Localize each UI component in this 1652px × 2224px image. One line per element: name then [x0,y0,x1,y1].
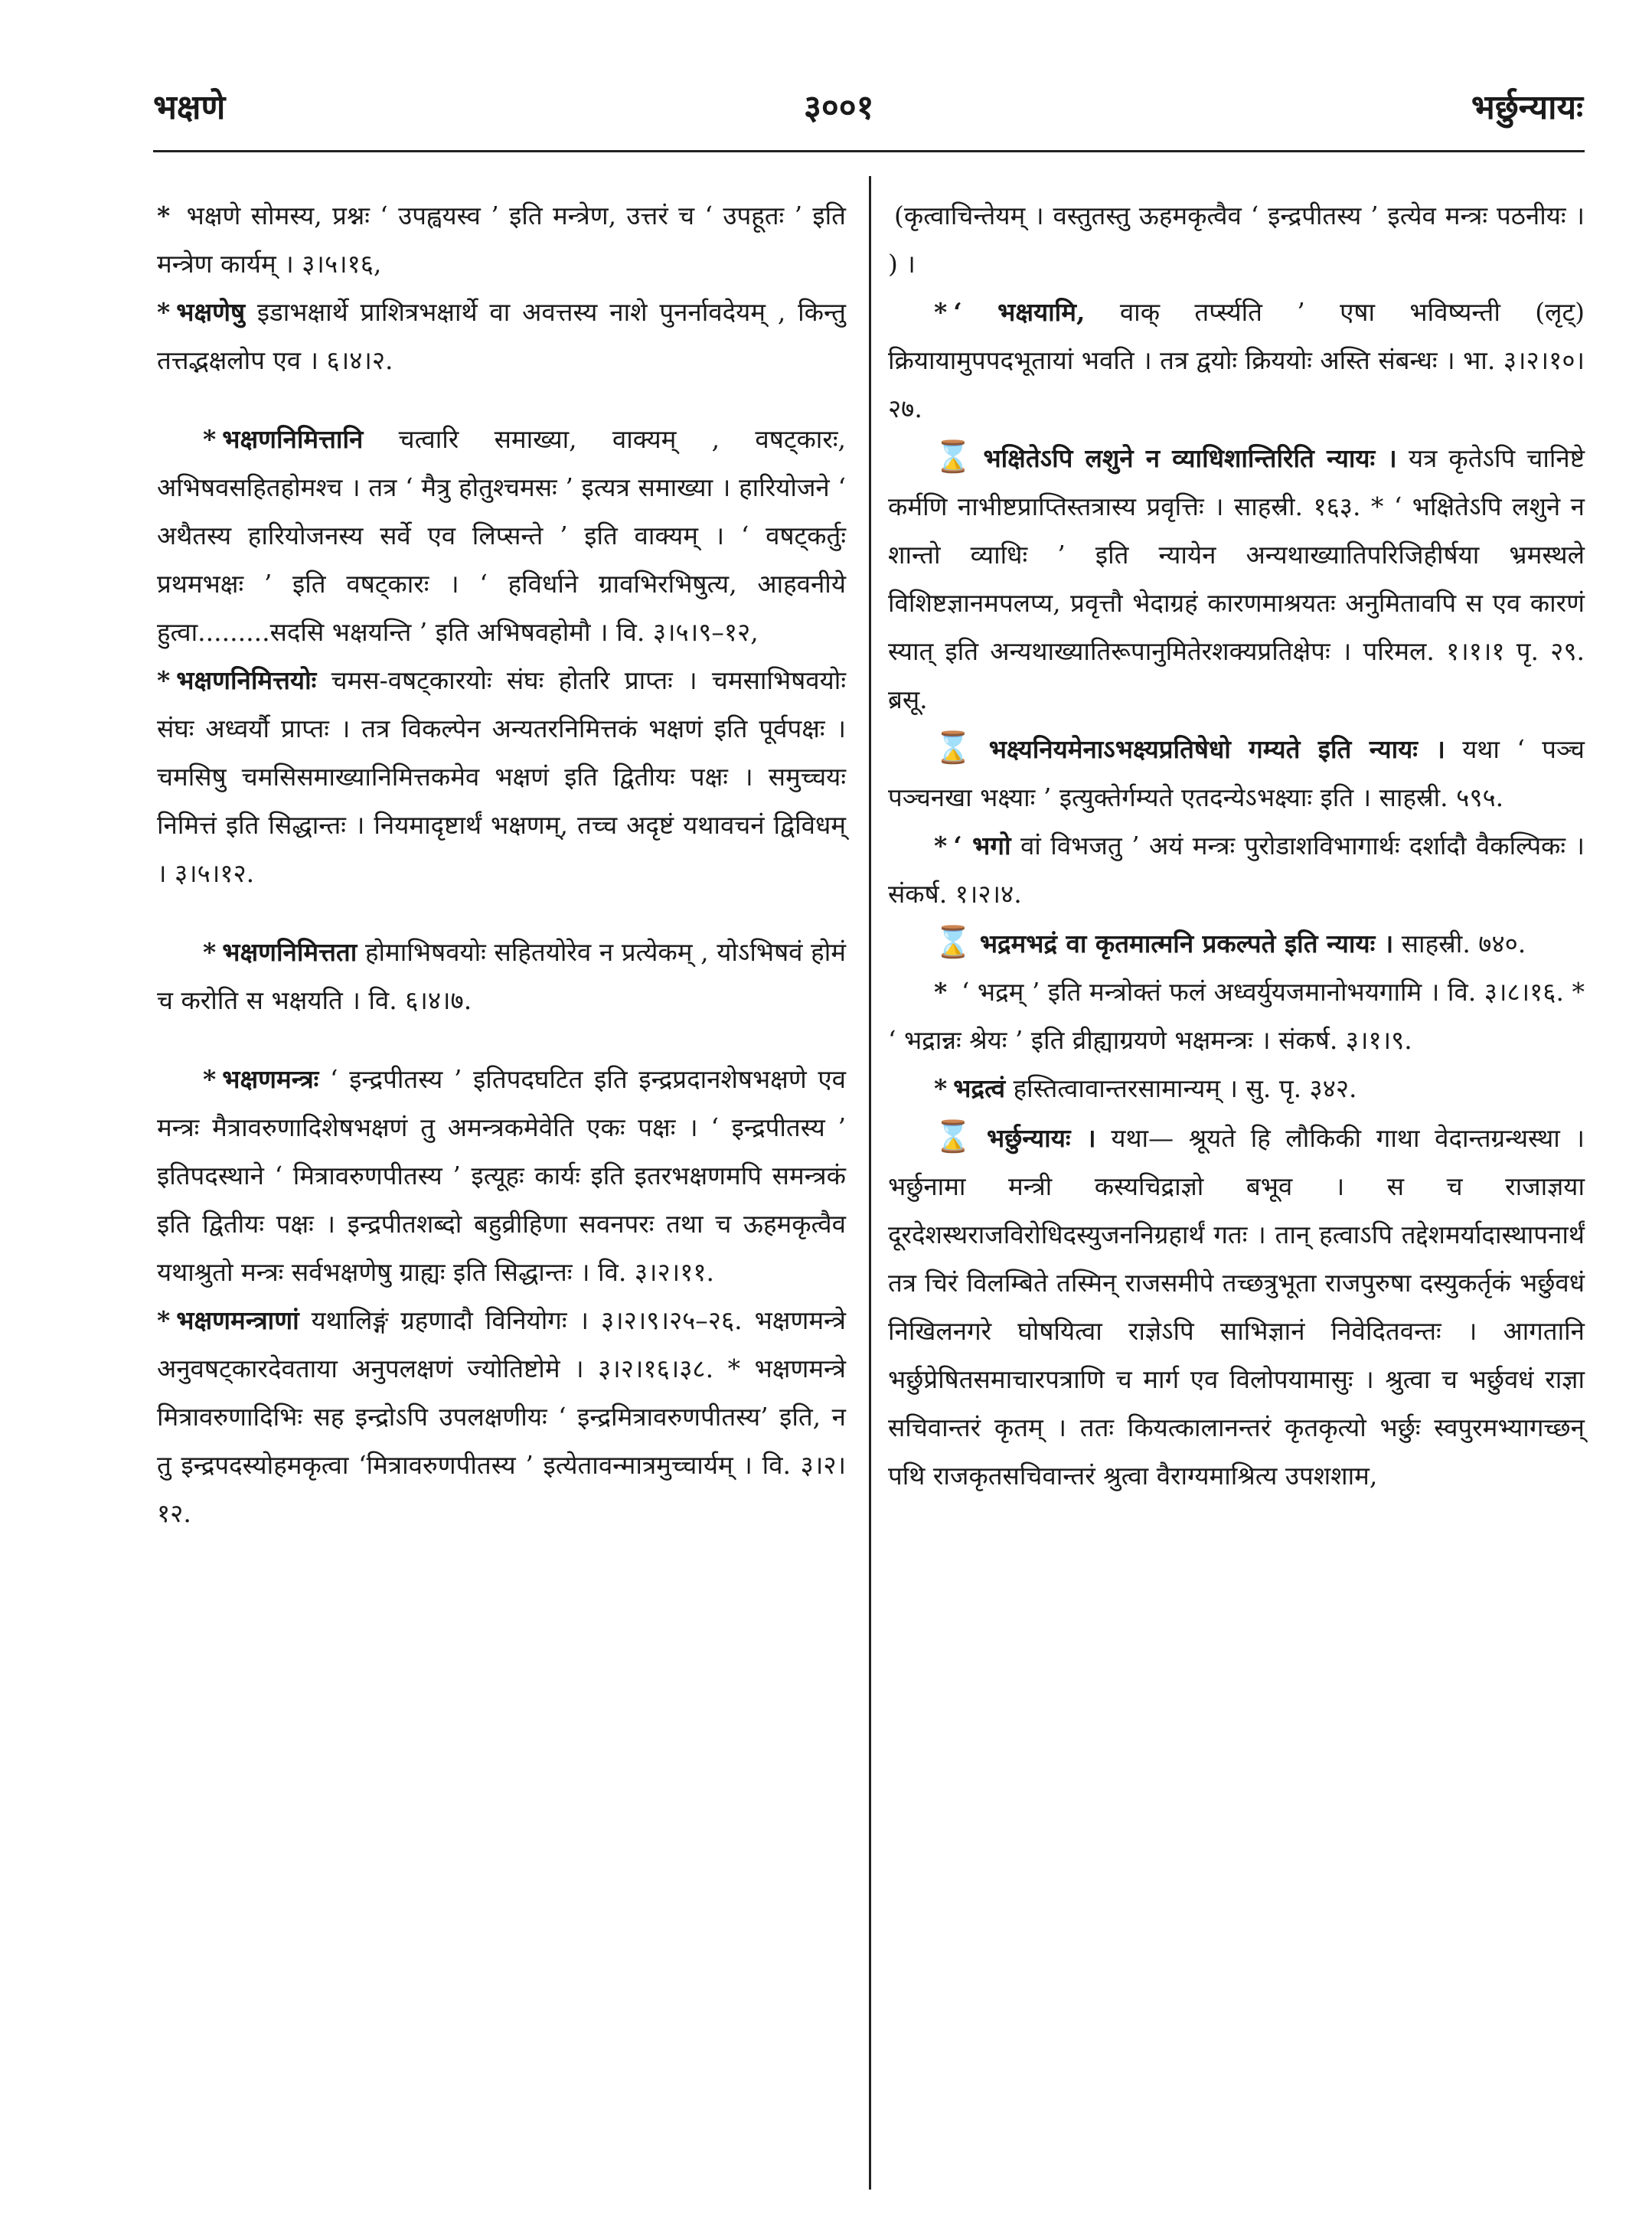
entry-term: ‘ भक्षयामि, [953,297,1086,327]
entry-marker: * [157,201,171,230]
entry-marker: * [203,937,217,967]
entry-text: वाक् तर्प्स्यति ’ एषा भविष्यन्ती (लृट्) क्रियायामुपपदभूतायां भवति । तत्र द्वयोः क्रिययोः अस्ति संबन्धः । भा. ३।२।१०।२७. [888,297,1585,423]
entry-text: चमस-वषट्कारयोः संघः होतरि प्राप्तः । चमसाभिषवयोः संघः अध्वर्यौ प्राप्तः । तत्र विकल्पेन अन्यतरनिमित्तकं भक्षणं इति पूर्वपक्षः । चमसिषु चमसिसमाख्यानिमित्तकमेव भक्षणं इति द्वितीयः पक्षः । समुच्चयः निमित्तं इति सिद्धान्तः । नियमादृष्टार्थं भक्षणम्, तच्च अदृष्टं यथावचनं द्विविधम् । ३।५।१२. [157,665,846,888]
entry [888,723,1585,821]
header-right-keyword: भर्छुन्यायः [1471,88,1583,127]
entry-marker: * [934,831,948,861]
entry [888,288,1585,433]
entry [157,191,846,288]
entry-term: भक्ष्यनियमेनाऽभक्ष्यप्रतिषेधो गम्यते इति न्यायः । [988,734,1445,764]
hourglass-icon: ⌛ [934,1119,979,1154]
entry-text: वां विभजतु ’ अयं मन्त्रः पुरोडाशविभागार्थः दर्शादौ वैकल्पिकः । संकर्ष. १।२।४. [888,831,1585,909]
header-divider [153,150,1585,152]
entry-text: हस्तित्वावान्तरसामान्यम् । सु. पृ. ३४२. [1013,1073,1357,1103]
page-number: ३००१ [804,88,874,127]
entry-text: होमाभिषवयोः सहितयोरेव न प्रत्येकम् , योऽभिषवं होमं च करोति स भक्षयति । वि. ६।४।७. [157,937,846,1015]
entry-text: भक्षणे सोमस्य, प्रश्नः ‘ उपह्वयस्व ’ इति मन्त्रेण, उत्तरं च ‘ उपहूतः ’ इति मन्त्रेण कार्यम् । ३।५।१६, [157,201,846,279]
entry-marker: * [157,297,171,327]
entry-marker: * [203,424,217,454]
entry-text: (कृत्वाचिन्तेयम् । वस्तुतस्तु ऊहमकृत्वैव ‘ इन्द्रपीतस्य ’ इत्येव मन्त्रः पठनीयः । ) । [888,201,1585,279]
entry-text: यथा ‘ पञ्च पञ्चनखा भक्ष्याः ’ इत्युक्तेर्गम्यते एतदन्येऽभक्ष्याः इति । साहस्री. ५९५. [888,734,1585,812]
hourglass-icon: ⌛ [934,924,972,960]
right-column [888,191,1585,1500]
entry-text: साहस्री. ७४०. [1401,929,1526,959]
header-left-keyword: भक्षणे [153,88,226,127]
entry-term: भक्षणमन्त्रः [222,1064,319,1094]
entry-marker: * [934,1073,948,1103]
entry-marker: * [934,297,948,327]
entry-text: यथा— श्रूयते हि लौकिकी गाथा वेदान्तग्रन्थस्था । भर्छुनामा मन्त्री कस्यचिद्राज्ञो बभूव । स च राजाज्ञया दूरदेशस्थराजविरोधिदस्युजननिग्रहार्थं गतः । तान् हत्वाऽपि तद्देशमर्यादास्थापनार्थं तत्र चिरं विलम्बिते तस्मिन् राजसमीपे तच्छत्रुभूता राजपुरुषा दस्युकर्तृकं भर्छुवधं निखिलनगरे घोषयित्वा राज्ञेऽपि साभिज्ञानं निवेदितवन्तः । आगतानि भर्छुप्रेषितसमाचारपत्राणि च मार्ग एव विलोपयामासुः । श्रुत्वा च भर्छुवधं राज्ञा सचिवान्तरं कृतम् । ततः कियत्कालानन्तरं कृतकृत्यो भर्छुः स्वपुरमभ्यागच्छन् पथि राजकृतसचिवान्तरं श्रुत्वा वैराग्यमाश्रित्य उपशशाम, [888,1123,1585,1491]
entry-term: भक्षणमन्त्राणां [176,1305,299,1335]
entry-term: भद्रत्वं [953,1073,1006,1103]
page-header [153,83,1583,144]
column-divider [869,176,871,2190]
entry-marker: * [157,1305,171,1335]
entry-term: भक्षणनिमित्तानि [222,424,364,454]
entry [157,1296,846,1537]
entry-term: भक्षणनिमित्तता [222,937,357,967]
hourglass-icon: ⌛ [934,439,976,475]
entry-text: ‘ इन्द्रपीतस्य ’ इतिपदघटित इति इन्द्रप्रदानशेषभक्षणे एव मन्त्रः मैत्रावरुणादिशेषभक्षणं तु अमन्त्रकमेवेति एकः पक्षः । ‘ इन्द्रपीतस्य ’ इतिपदस्थाने ‘ मित्रावरुणपीतस्य ’ इत्यूहः कार्यः इति इतरभक्षणमपि समन्त्रकं इति द्वितीयः पक्षः । इन्द्रपीतशब्दो बहुव्रीहिणा सवनपरः तथा च ऊहमकृत्वैव यथाश्रुतो मन्त्रः सर्वभक्षणेषु ग्राह्यः इति सिद्धान्तः । वि. ३।२।११. [157,1064,846,1287]
entry-term: भद्रमभद्रं वा कृतमात्मनि प्रकल्पते इति न्यायः । [979,929,1394,959]
entry [157,415,846,656]
left-column [157,191,846,1537]
entry [888,918,1585,968]
entry-marker: * [934,977,948,1007]
entry [157,288,846,384]
entry [888,821,1585,918]
entry-term: भक्षणेषु [176,297,246,327]
entry [888,433,1585,723]
entry-text: यत्र कृतेऽपि चानिष्टे कर्मणि नाभीष्टप्राप्तिस्तत्रास्य प्रवृत्तिः । साहस्री. १६३. * ‘ भक्षितेऽपि लशुने न शान्तो व्याधिः ’ इति न्यायेन अन्यथाख्यातिपरिजिहीर्षया भ्रमस्थले विशिष्टज्ञानमपलप्य, प्रवृत्तौ भेदाग्रहं कारणमाश्रयतः अनुमितावपि स एव कारणं स्यात् इति अन्यथाख्यातिरूपानुमितेरशक्यप्रतिक्षेपः । परिमल. १।१।१ पृ. २९. ब्रसू. [888,443,1585,714]
hourglass-icon: ⌛ [934,730,981,766]
entry-text: ‘ भद्रम् ’ इति मन्त्रोक्तं फलं अध्वर्युयजमानोभयगामि । वि. ३।८।१६. * ‘ भद्रान्नः श्रेयः ’ इति व्रीह्याग्रयणे भक्षमन्त्रः । संकर्ष. ३।१।९. [888,977,1585,1055]
entry-marker: * [203,1064,217,1094]
entry-text: यथालिङ्गं ग्रहणादौ विनियोगः । ३।२।९।२५–२६. भक्षणमन्त्रे अनुवषट्कारदेवताया अनुपलक्षणं ज्योतिष्टोमे । ३।२।१६।३८. * भक्षणमन्त्रे मित्रावरुणादिभिः सह इन्द्रोऽपि उपलक्षणीयः ‘ इन्द्रमित्रावरुणपीतस्य’ इति, न तु इन्द्रपदस्योहमकृत्वा ‘मित्रावरुणपीतस्य ’ इत्येतावन्मात्रमुच्चार्यम् । वि. ३।२।१२. [157,1305,846,1528]
entry [888,1112,1585,1500]
entry-marker: * [157,665,171,695]
entry-term: ‘ भगो [953,831,1011,861]
entry [157,1055,846,1296]
entry [888,191,1585,288]
entry-term: भर्छुन्यायः । [986,1123,1096,1153]
entry [157,656,846,897]
entry-term: भक्षणनिमित्तयोः [176,665,317,695]
entry-term: भक्षितेऽपि लशुने न व्याधिशान्तिरिति न्यायः । [983,443,1397,473]
entry [888,968,1585,1064]
entry [888,1064,1585,1112]
entry [157,928,846,1024]
entry-text: चत्वारि समाख्या, वाक्यम् , वषट्कारः, अभिषवसहितहोमश्च । तत्र ‘ मैत्रु होतुश्चमसः ’ इत्यत्र समाख्या । हारियोजने ‘ अथैतस्य हारियोजनस्य सर्वे एव लिप्सन्ते ’ इति वाक्यम् । ‘ वषट्कर्तुः प्रथमभक्षः ’ इति वषट्कारः । ‘ हविर्धाने ग्रावभिरभिषुत्य, आहवनीये हुत्वा.........सदसि भक्षयन्ति ’ इति अभिषवहोमौ । वि. ३।५।९–१२, [157,424,846,647]
entry-text: इडाभक्षार्थे प्राशित्रभक्षार्थे वा अवत्तस्य नाशे पुनर्नावदेयम् , किन्तु तत्तद्भक्षलोप एव । ६।४।२. [157,297,846,375]
